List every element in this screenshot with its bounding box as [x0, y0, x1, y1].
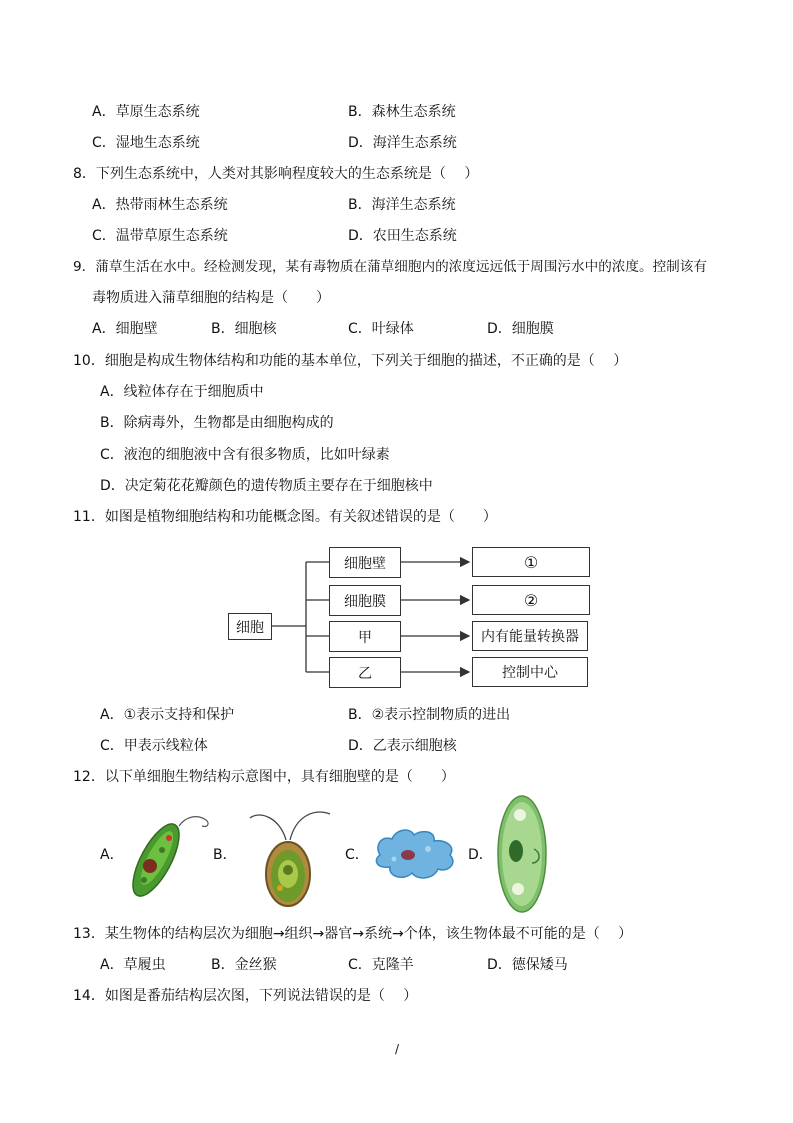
q8-option-a: A．热带雨林生态系统: [92, 197, 228, 213]
q13-stem: 13．某生物体的结构层次为细胞→组织→器官→系统→个体，该生物体最不可能的是（ ）: [73, 926, 633, 942]
diagram-function-2: ②: [472, 585, 590, 615]
q8-option-d: D．农田生态系统: [348, 228, 457, 244]
q10-stem: 10．细胞是构成生物体结构和功能的基本单位，下列关于细胞的描述，不正确的是（ ）: [73, 353, 628, 369]
euglena-illustration: [124, 808, 216, 903]
q13-option-d: D．德保矮马: [487, 957, 568, 973]
diagram-function-1: ①: [472, 547, 590, 577]
paramecium-illustration: [494, 793, 554, 915]
q7-option-c: C．湿地生态系统: [92, 135, 200, 151]
diagram-part-cell-wall: 细胞壁: [329, 547, 401, 578]
q11-option-d: D．乙表示细胞核: [348, 738, 457, 754]
q10-option-d: D．决定菊花花瓣颜色的遗传物质主要存在于细胞核中: [100, 478, 433, 494]
q8-option-c: C．温带草原生态系统: [92, 228, 228, 244]
q8-stem: 8．下列生态系统中，人类对其影响程度较大的生态系统是（ ）: [73, 166, 479, 182]
q7-option-a: A．草原生态系统: [92, 104, 200, 120]
diagram-function-energy: 内有能量转换器: [472, 621, 588, 651]
q9-option-a: A．细胞壁: [92, 321, 158, 337]
q9-option-d: D．细胞膜: [487, 321, 554, 337]
q9-stem-line2: 毒物质进入蒲草细胞的结构是（ ）: [92, 290, 330, 306]
q13-option-c: C．克隆羊: [348, 957, 414, 973]
q7-option-d: D．海洋生态系统: [348, 135, 457, 151]
q12-label-c: C．: [345, 847, 369, 863]
amoeba-illustration: [370, 825, 460, 883]
q12-label-d: D．: [468, 847, 493, 863]
q13-option-a: A．草履虫: [100, 957, 166, 973]
page-number-mark: /: [395, 1042, 400, 1056]
q9-option-c: C．叶绿体: [348, 321, 414, 337]
diagram-root-cell: 细胞: [228, 613, 272, 640]
chlamydomonas-illustration: [240, 798, 338, 913]
diagram-part-yi: 乙: [329, 657, 401, 688]
diagram-part-jia: 甲: [329, 621, 401, 652]
q10-option-b: B．除病毒外，生物都是由细胞构成的: [100, 415, 334, 431]
q13-option-b: B．金丝猴: [211, 957, 277, 973]
q12-label-a: A．: [100, 847, 124, 863]
q10-option-a: A．线粒体存在于细胞质中: [100, 384, 264, 400]
q9-stem-line1: 9．蒲草生活在水中。经检测发现，某有毒物质在蒲草细胞内的浓度远远低于周围污水中的浓度。控制该有: [73, 259, 707, 275]
diagram-part-cell-membrane: 细胞膜: [329, 585, 401, 616]
q12-label-b: B．: [213, 847, 237, 863]
q12-stem: 12．以下单细胞生物结构示意图中，具有细胞壁的是（ ）: [73, 769, 455, 785]
q14-stem: 14．如图是番茄结构层次图，下列说法错误的是（ ）: [73, 988, 418, 1004]
q10-option-c: C．液泡的细胞液中含有很多物质，比如叶绿素: [100, 447, 390, 463]
diagram-function-control: 控制中心: [472, 657, 588, 687]
q7-option-b: B．森林生态系统: [348, 104, 456, 120]
q11-option-c: C．甲表示线粒体: [100, 738, 208, 754]
q11-option-a: A．①表示支持和保护: [100, 707, 235, 723]
q8-option-b: B．海洋生态系统: [348, 197, 456, 213]
q9-option-b: B．细胞核: [211, 321, 277, 337]
q11-stem: 11．如图是植物细胞结构和功能概念图。有关叙述错误的是（ ）: [73, 509, 497, 525]
q11-option-b: B．②表示控制物质的进出: [348, 707, 511, 723]
